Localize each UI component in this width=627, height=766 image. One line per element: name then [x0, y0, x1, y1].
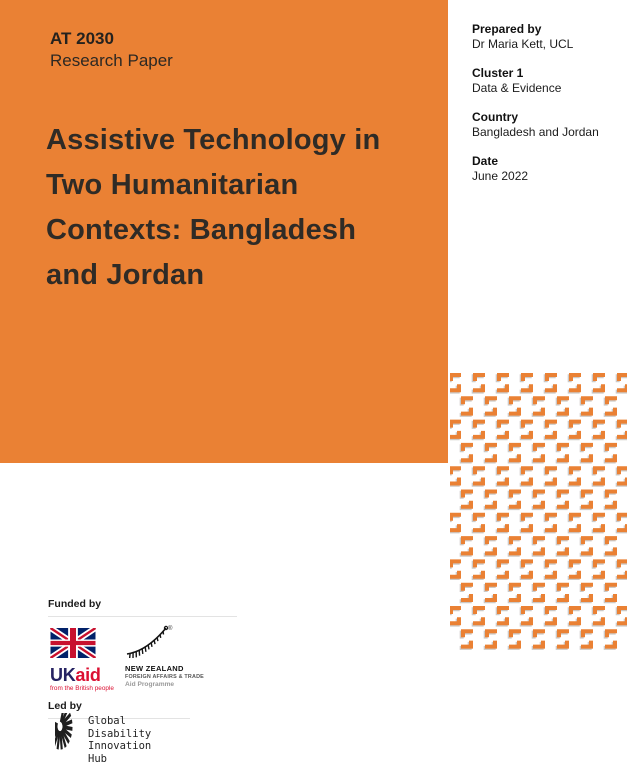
ukaid-tagline: from the British people	[50, 685, 114, 692]
nz-aid-logo	[125, 624, 225, 688]
cross-motif-pattern	[450, 371, 627, 652]
funded-by-section	[48, 598, 237, 617]
silver-fern-icon	[125, 624, 169, 658]
title-line-4: and Jordan	[46, 259, 205, 291]
gdi-hub-wordmark	[88, 715, 151, 765]
title-line-2: Two Humanitarian	[46, 169, 299, 201]
gdi-line-4: Hub	[88, 752, 107, 765]
ukaid-wordmark	[50, 666, 112, 684]
nz-dept: FOREIGN AFFAIRS & TRADE	[125, 674, 204, 680]
gdi-line-1: Global	[88, 715, 126, 727]
metadata-label: Date	[472, 154, 499, 168]
metadata-label: Prepared by	[472, 22, 542, 36]
ukaid-aid-text: aid	[75, 665, 101, 685]
title-line-3: Contexts: Bangladesh	[46, 214, 357, 246]
funded-by-label: Funded by	[48, 598, 102, 610]
metadata-value: June 2022	[472, 169, 529, 183]
title-line-1: Assistive Technology in	[46, 124, 381, 156]
gdi-line-3: Innovation	[88, 740, 152, 752]
page-title	[46, 118, 446, 298]
metadata-prepared-by	[472, 22, 622, 52]
metadata-value: Bangladesh and Jordan	[472, 125, 599, 139]
brand-header	[50, 28, 173, 72]
metadata-label: Cluster 1	[472, 66, 524, 80]
nz-programme: Aid Programme	[125, 681, 175, 688]
gdi-fan-icon	[55, 713, 83, 763]
ukaid-logo	[50, 628, 112, 692]
metadata-label: Country	[472, 110, 518, 124]
cross-motif-svg	[450, 371, 627, 652]
union-jack-icon	[50, 628, 96, 658]
led-by-label: Led by	[48, 700, 82, 712]
funded-by-rule	[48, 616, 237, 617]
brand-subtitle: Research Paper	[50, 51, 173, 70]
metadata-value: Dr Maria Kett, UCL	[472, 37, 574, 51]
metadata-value: Data & Evidence	[472, 81, 562, 95]
metadata-date	[472, 154, 622, 184]
metadata-panel	[472, 22, 622, 198]
nz-name: NEW ZEALAND	[125, 664, 184, 673]
brand-name: AT 2030	[50, 29, 114, 48]
ukaid-uk-text: UK	[50, 665, 76, 685]
gdi-line-2: Disability	[88, 727, 152, 740]
gdi-hub-logo	[55, 713, 152, 766]
registered-mark: ®	[168, 626, 173, 632]
metadata-country	[472, 110, 622, 140]
metadata-cluster	[472, 66, 622, 96]
